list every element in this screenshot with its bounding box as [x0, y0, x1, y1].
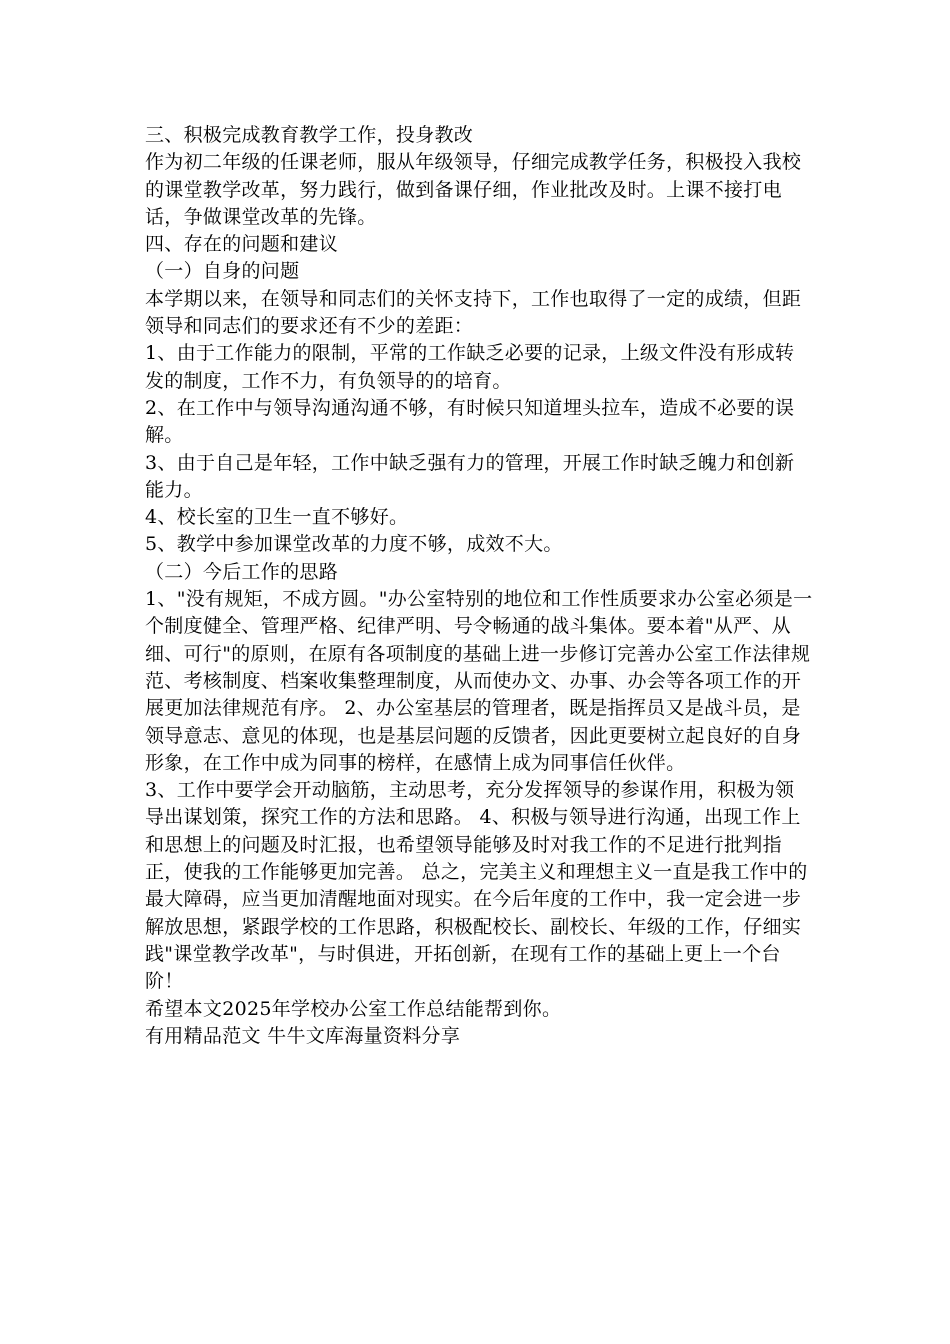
list-item: 3、工作中要学会开动脑筋，主动思考，充分发挥领导的参谋作用，积极为领导出谋划策，探究工作的方法和思路。 4、积极与领导进行沟通，出现工作上和思想上的问题及时汇报，也希望领导能够及时对我工作的不足进行批判指正，使我的工作能够更加完善。 总之，完美主义和理想主义一直是我工作中的最大障碍，应当更加清醒地面对现实。在今后年度的工作中，我一定会进一步解放思想，紧跟学校的工作思路，积极配校长、副校长、年级的工作，仔细实践"课堂教学改革"，与时俱进，开拓创新，在现有工作的基础上更上一个台阶！	[145, 779, 808, 993]
section-heading-3: 三、积极完成教育教学工作，投身教改	[145, 124, 474, 146]
footer-note: 有用精品范文 牛牛文库海量资料分享	[145, 1024, 461, 1047]
list-item: 1、由于工作能力的限制，平常的工作缺乏必要的记录，上级文件没有形成转发的制度，工作不力，有负领导的的培育。	[145, 342, 795, 392]
section-heading-4: 四、存在的问题和建议	[145, 233, 339, 256]
subsection-heading-2: （二）今后工作的思路	[145, 560, 339, 583]
paragraph: 作为初二年级的任课老师，服从年级领导，仔细完成教学任务，积极投入我校的课堂教学改革，努力践行，做到备课仔细，作业批改及时。上课不接打电话，争做课堂改革的先锋。	[145, 151, 802, 228]
paragraph: 本学期以来，在领导和同志们的关怀支持下，工作也取得了一定的成绩，但距领导和同志们的要求还有不少的差距：	[145, 287, 802, 338]
closing-line: 希望本文2025年学校办公室工作总结能帮到你。	[145, 997, 562, 1020]
list-item: 5、教学中参加课堂改革的力度不够，成效不大。	[145, 533, 563, 556]
subsection-heading-1: （一）自身的问题	[145, 260, 300, 283]
list-item: 2、在工作中与领导沟通沟通不够，有时候只知道埋头拉车，造成不必要的误解。	[145, 396, 795, 447]
list-item: 3、由于自己是年轻，工作中缺乏强有力的管理，开展工作时缺乏魄力和创新能力。	[145, 451, 795, 501]
document-body	[145, 122, 813, 1050]
list-item: 1、"没有规矩，不成方圆。"办公室特别的地位和工作性质要求办公室必须是一个制度健全、管理严格、纪律严明、号令畅通的战斗集体。要本着"从严、从细、可行"的原则，在原有各项制度的基础上进一步修订完善办公室工作法律规范、考核制度、档案收集整理制度，从而使办文、办事、办会等各项工作的开展更加法律规范有序。 2、办公室基层的管理者，既是指挥员又是战斗员，是领导意志、意见的体现，也是基层问题的反馈者，因此更要树立起良好的自身形象，在工作中成为同事的榜样，在感情上成为同事信任伙伴。	[145, 588, 813, 774]
list-item: 4、校长室的卫生一直不够好。	[145, 506, 409, 529]
